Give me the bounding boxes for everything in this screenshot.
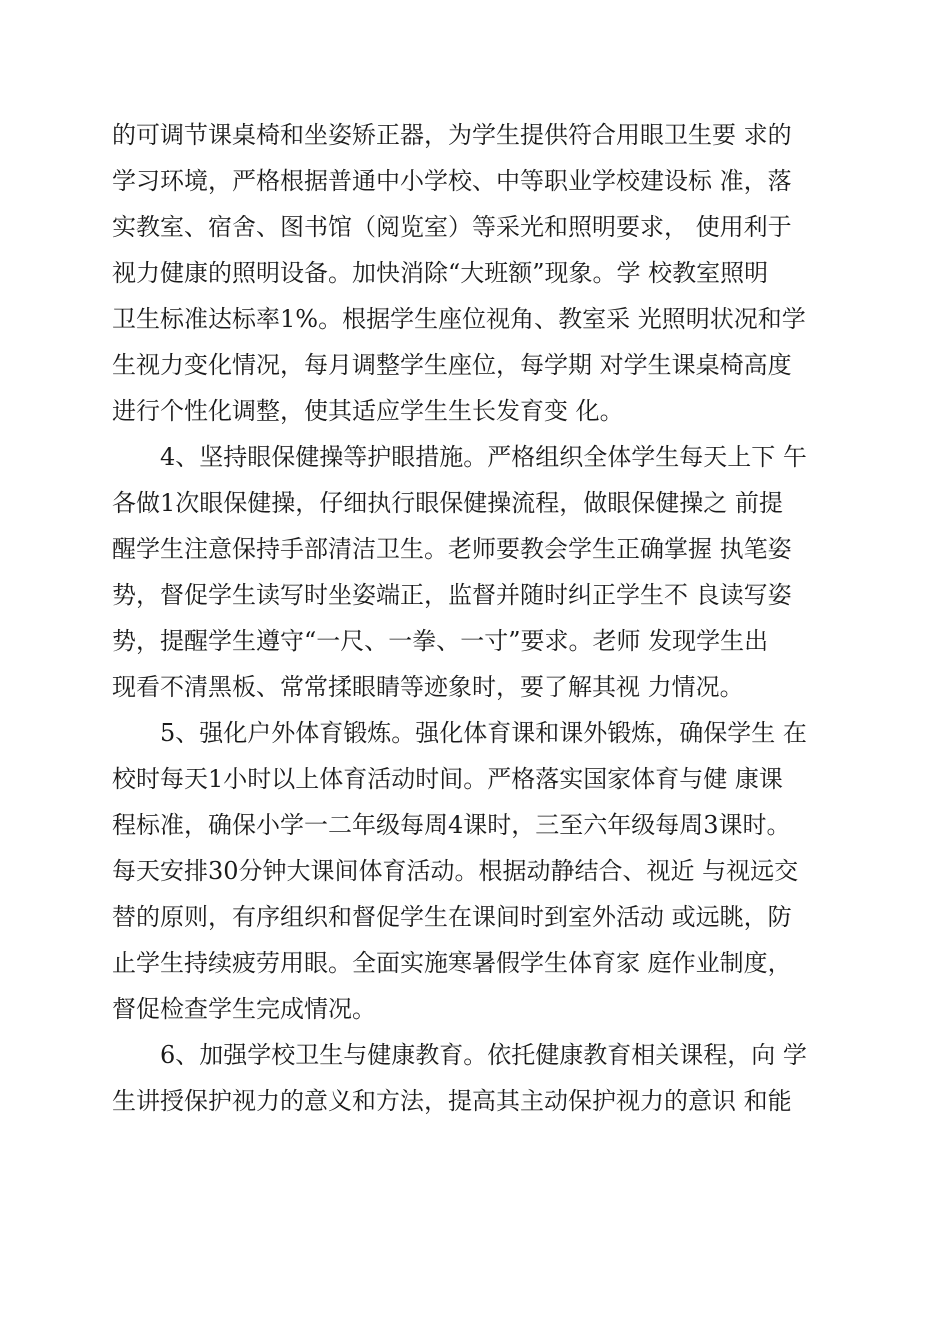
text-line: 醒学生注意保持手部清洁卫生。老师要教会学生正确掌握 执笔姿 [112, 535, 792, 563]
paragraph-4-heading-line: 4、坚持眼保健操等护眼措施。严格组织全体学生每天上下 午 [160, 443, 807, 471]
text-line: 生视力变化情况，每月调整学生座位，每学期 对学生课桌椅高度 [112, 351, 792, 379]
paragraph-5-heading-line: 5、强化户外体育锻炼。强化体育课和课外锻炼，确保学生 在 [160, 719, 807, 747]
text-line: 势，提醒学生遵守“一尺、一拳、一寸”要求。老师 发现学生出 [112, 627, 769, 655]
text-line: 校时每天1小时以上体育活动时间。严格落实国家体育与健 康课 [112, 765, 783, 793]
text-line: 实教室、宿舍、图书馆（阅览室）等采光和照明要求， 使用利于 [112, 213, 792, 241]
text-line: 止学生持续疲劳用眼。全面实施寒暑假学生体育家 庭作业制度， [112, 949, 792, 977]
text-line: 程标准，确保小学一二年级每周4课时，三至六年级每周3课时。 [112, 811, 791, 839]
text-line: 各做1次眼保健操，仔细执行眼保健操流程，做眼保健操之 前提 [112, 489, 783, 517]
text-line: 的可调节课桌椅和坐姿矫正器，为学生提供符合用眼卫生要 求的 [112, 121, 792, 149]
text-line: 每天安排30分钟大课间体育活动。根据动静结合、视近 与视远交 [112, 857, 799, 885]
text-line: 替的原则，有序组织和督促学生在课间时到室外活动 或远眺，防 [112, 903, 792, 931]
text-line: 卫生标准达标率1%。根据学生座位视角、教室采 光照明状况和学 [112, 305, 806, 333]
text-line: 学习环境，严格根据普通中小学校、中等职业学校建设标 准，落 [112, 167, 792, 195]
text-line: 生讲授保护视力的意义和方法，提高其主动保护视力的意识 和能 [112, 1087, 792, 1115]
text-line: 视力健康的照明设备。加快消除“大班额”现象。学 校教室照明 [112, 259, 769, 287]
text-line: 督促检查学生完成情况。 [112, 995, 376, 1023]
text-line: 现看不清黑板、常常揉眼睛等迹象时，要了解其视 力情况。 [112, 673, 744, 701]
text-line: 势，督促学生读写时坐姿端正，监督并随时纠正学生不 良读写姿 [112, 581, 792, 609]
text-line: 进行个性化调整，使其适应学生生长发育变 化。 [112, 397, 624, 425]
body-text [112, 112, 832, 1124]
paragraph-6-heading-line: 6、加强学校卫生与健康教育。依托健康教育相关课程，向 学 [160, 1041, 807, 1069]
